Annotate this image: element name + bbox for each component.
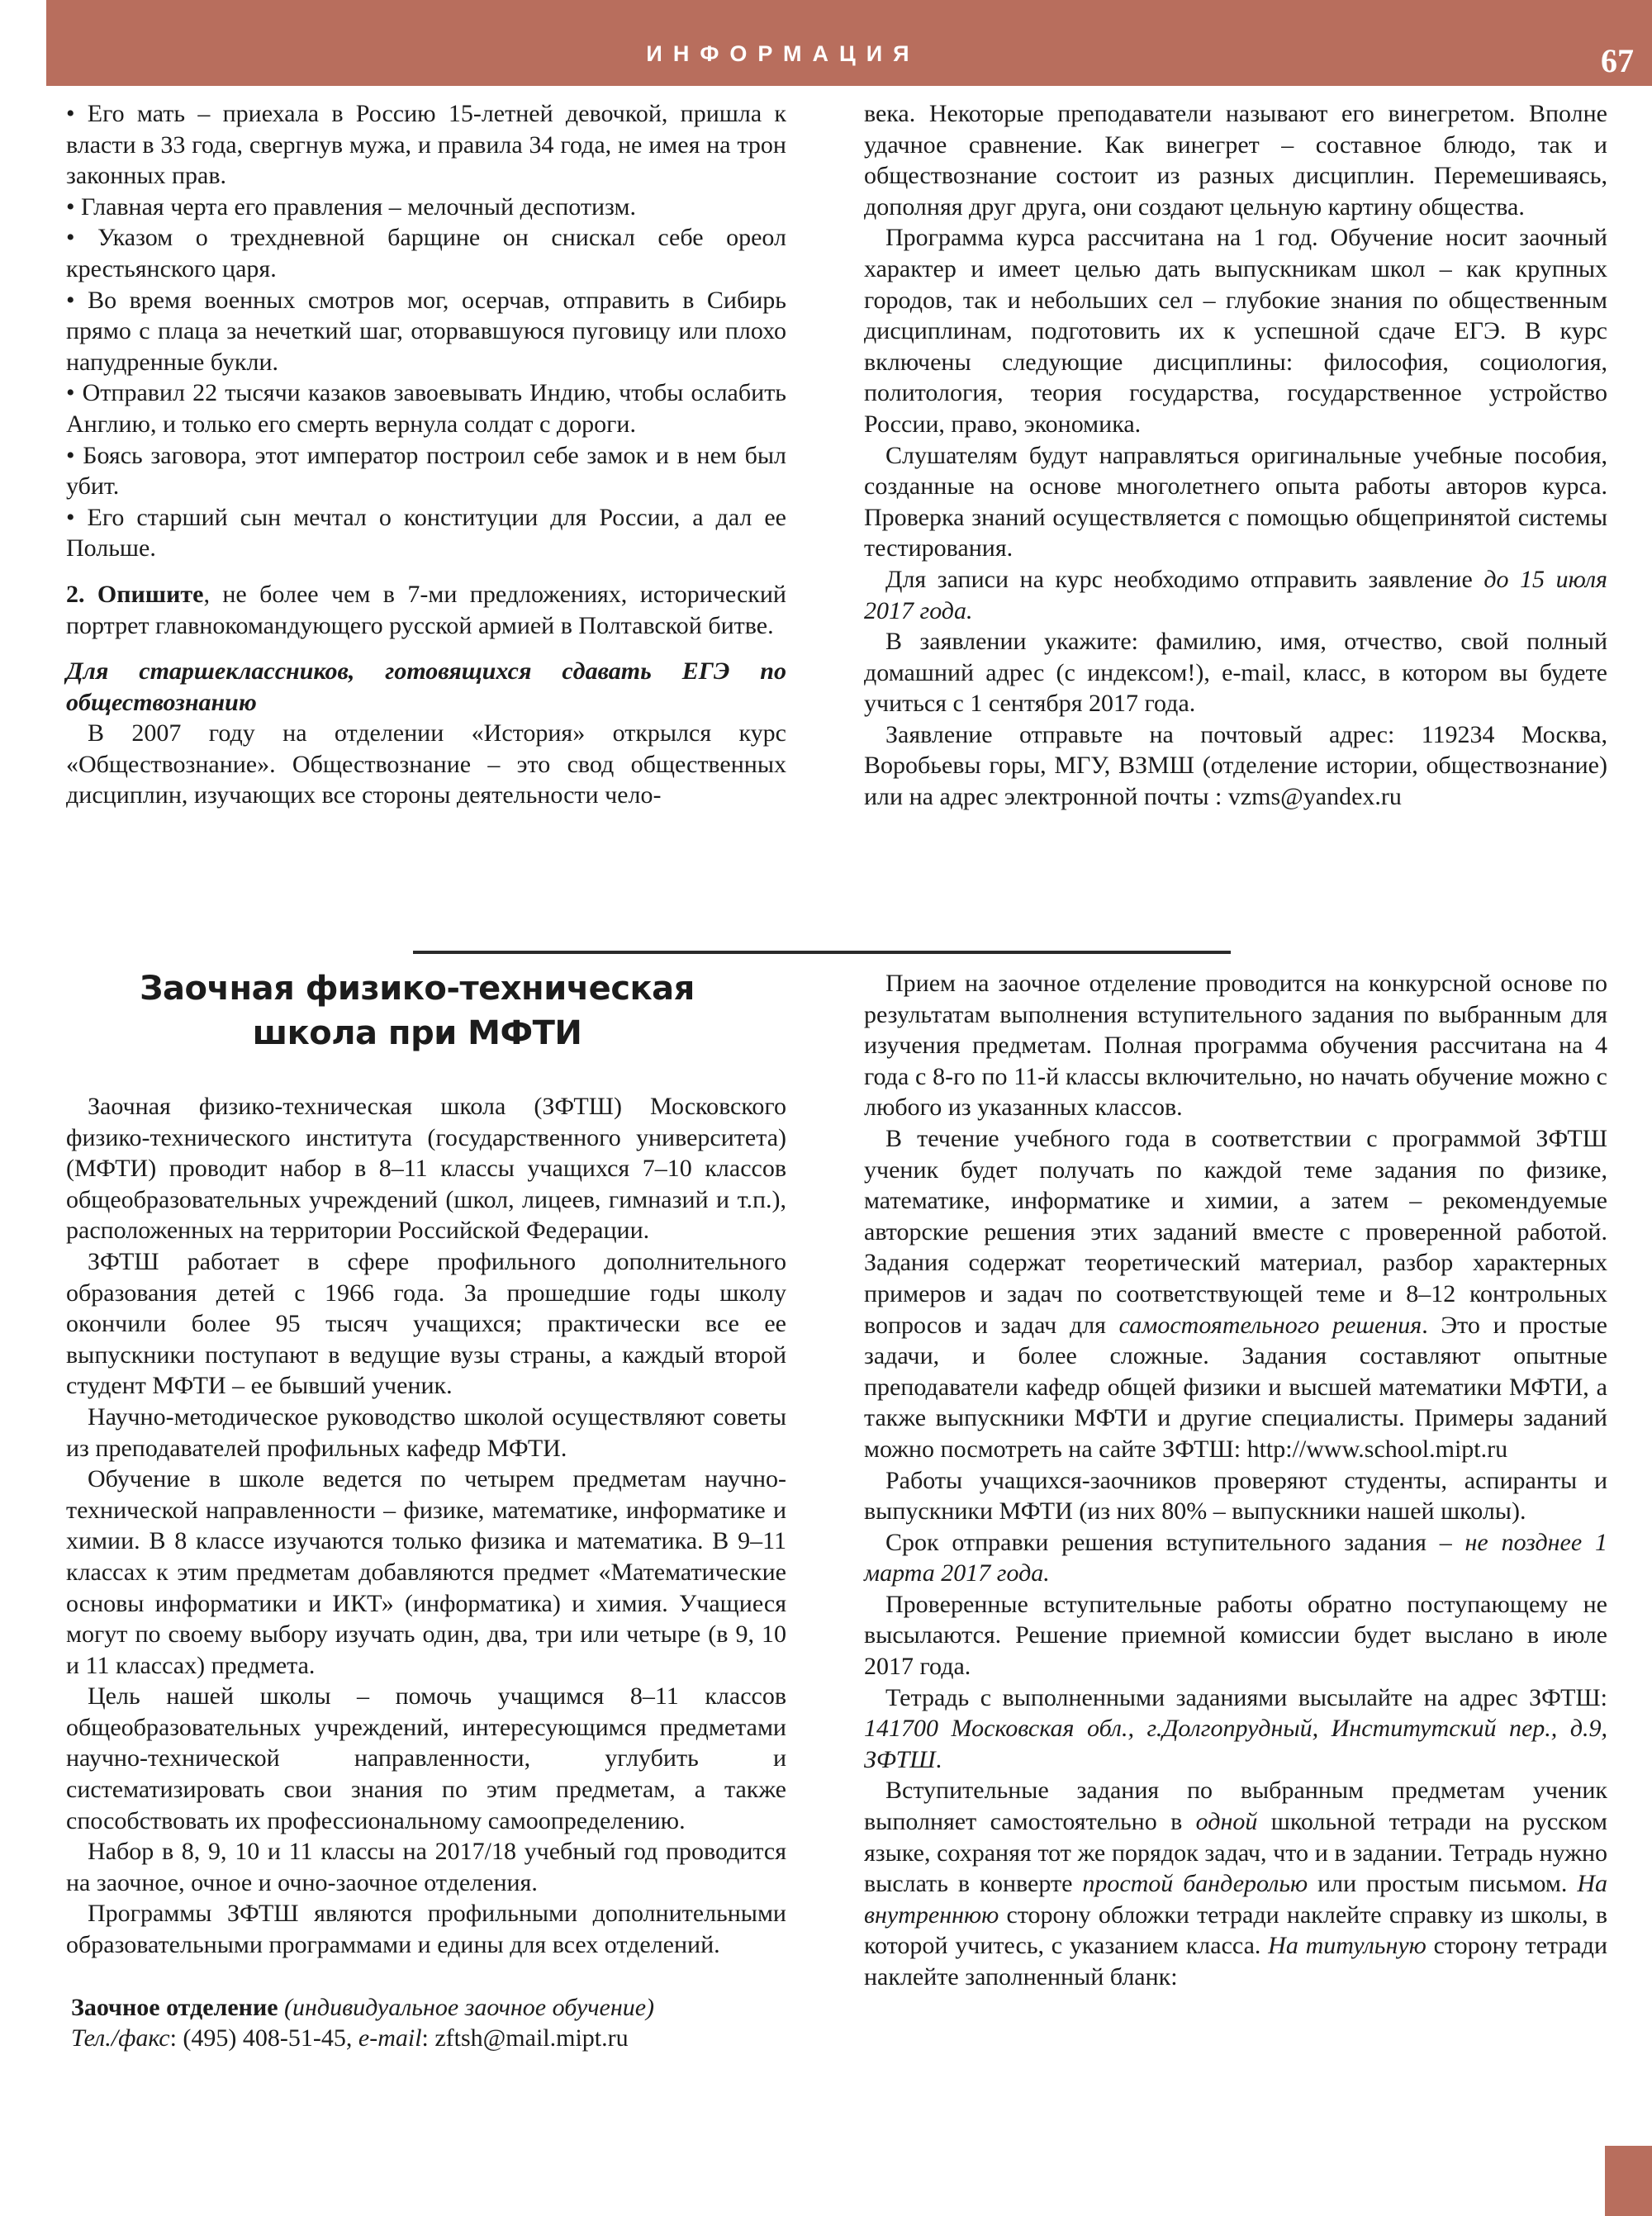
paragraph: Для записи на курс необходимо отправить заявление до 15 июля 2017 года. bbox=[864, 565, 1608, 624]
article-right-column bbox=[864, 968, 1607, 1993]
seniors-paragraph: В 2007 году на отделении «История» открылся курс «Обществознание». Обществознание – это свод общественных дисциплин, изучающих все стороны деятельности чело- bbox=[66, 719, 786, 809]
top-left-column bbox=[66, 98, 786, 811]
paragraph: Набор в 8, 9, 10 и 11 классы на 2017/18 учебный год проводится на заочное, очное и очно-заочное отделения. bbox=[66, 1838, 786, 1896]
paragraph: Научно-методическое руководство школой осуществляют советы из преподавателей профильных кафедр МФТИ. bbox=[66, 1402, 786, 1462]
header-bar bbox=[46, 0, 1652, 86]
paragraph: Цель нашей школы – помочь учащимся 8–11 классов общеобразовательных учреждений, интересующимся предметами научно-технической направленности, углубить и систематизировать свои знания по этим предметам, а также способствовать их профессиональному самоопределению. bbox=[66, 1682, 786, 1834]
bullet-item: • Его старший сын мечтал о конституции для России, а дал ее Польше. bbox=[66, 502, 786, 564]
bullet-item: • Во время военных смотров мог, осерчав, отправить в Сибирь прямо с плаца за нечеткий шаг, оторвавшуюся пуговицу или плохо напудренные букли. bbox=[66, 285, 786, 378]
paragraph: Проверенные вступительные работы обратно поступающему не высылаются. Решение приемной комиссии будет выслано в июле 2017 года. bbox=[864, 1590, 1607, 1681]
paragraph: Срок отправки решения вступительного задания – не позднее 1 марта 2017 года. bbox=[864, 1528, 1607, 1587]
bullet-item: • Указом о трехдневной барщине он снискал себе ореол крестьянского царя. bbox=[66, 222, 786, 284]
paragraph: В заявлении укажите: фамилию, имя, отчество, свой полный домашний адрес (с индексом!), e-mail, класс, в котором вы будете учиться с 1 сентября 2017 года. bbox=[864, 628, 1607, 718]
seniors-heading-text: Для старшеклассников, готовящихся сдавать ЕГЭ по обществознанию bbox=[66, 657, 786, 716]
task-2-label: 2. Опишите bbox=[66, 580, 204, 608]
section-label: ИНФОРМАЦИЯ bbox=[646, 41, 920, 66]
seniors-heading bbox=[66, 656, 786, 718]
paragraph: Программы ЗФТШ являются профильными дополнительными образовательными программами и едины для всех отделений. bbox=[66, 1900, 786, 1959]
article-title: Заочная физико-техническая школа при МФТИ bbox=[140, 970, 695, 1052]
paragraph: Заявление отправьте на почтовый адрес: 119234 Москва, Воробьевы горы, МГУ, ВЗМШ (отделение истории, обществознание) или на адрес электронной почты : vzms@yandex.ru bbox=[864, 720, 1607, 811]
paragraph: Вступительные задания по выбранным предметам ученик выполняет самостоятельно в одной школьной тетради на русском языке, сохраняя тот же порядок задач, что и в задании. Тетрадь нужно выслать в конверте простой бандеролью или простым письмом. На внутреннюю сторону обложки тетради наклейте справку из школы, в которой учитесь, с указанием класса. На титульную сторону тетради наклейте заполненный бланк: bbox=[864, 1777, 1608, 1991]
paragraph: Прием на заочное отделение проводится на конкурсной основе по результатам выполнения вступительного задания по выбранным для изучения предметам. Полная программа обучения рассчитана на 4 года с 8-го по 11-й классы включительно, но начать обучение можно с любого из указанных классов. bbox=[864, 970, 1607, 1122]
article-left-column bbox=[66, 1091, 786, 2054]
bullet-item: • Его мать – приехала в Россию 15-летней девочкой, пришла к власти в 33 года, свергнув мужа, и правила 34 года, не имея на трон законных прав. bbox=[66, 98, 786, 192]
bullet-item: • Отправил 22 тысячи казаков завоевывать Индию, чтобы ослабить Англию, и только его смерть вернула солдат с дороги. bbox=[66, 377, 786, 439]
paragraph: Заочная физико-техническая школа (ЗФТШ) Московского физико-технического института (государственного университета) (МФТИ) проводит набор в 8–11 классы учащихся 7–10 классов общеобразовательных учреждений (школ, лицеев, гимназий и т.п.), расположенных на территории Российской Федерации. bbox=[66, 1093, 786, 1245]
paragraph: Работы учащихся-заочников проверяют студенты, аспиранты и выпускники МФТИ (из них 80% – выпускники нашей школы). bbox=[864, 1466, 1607, 1526]
task-2 bbox=[66, 579, 786, 641]
task-2-text: , не более чем в 7-ми предложениях, исторический портрет главнокомандующего русской армией в Полтавской битве. bbox=[66, 580, 786, 639]
paragraph: Слушателям будут направляться оригинальные учебные пособия, созданные на основе многолетнего опыта работы авторов курса. Проверка знаний осуществляется с помощью общепринятой системы тестирования. bbox=[864, 441, 1607, 562]
paragraph: В течение учебного года в соответствии с программой ЗФТШ ученик будет получать по каждой теме задания по физике, математике, информатике и химии, а затем – рекомендуемые авторские решения этих заданий вместе с проверенной работой. Задания содержат теоретический материал, разбор характерных примеров и задач по соответствующей теме и 8–12 контрольных вопросов и задач для самостоятельного решения. Это и простые задачи, и более сложные. Задания составляют опытные преподаватели кафедр общей физики и высшей математики МФТИ, а также выпускники МФТИ и другие специалисты. Примеры заданий можно посмотреть на сайте ЗФТШ: http://www.school.mipt.ru bbox=[864, 1124, 1607, 1463]
section-divider bbox=[413, 951, 1231, 954]
top-right-column bbox=[864, 98, 1607, 813]
paragraph: Программа курса рассчитана на 1 год. Обучение носит заочный характер и имеет целью дать выпускникам школ – как крупных городов, так и небольших сел – глубокие знания по общественным дисциплинам, подготовить их к успешной сдаче ЕГЭ. В курс включены следующие дисциплины: философия, социология, политология, теория государства, государственное устройство России, право, экономика. bbox=[864, 224, 1607, 438]
corner-tab bbox=[1605, 2146, 1652, 2216]
paragraph: Тетрадь с выполненными заданиями высылайте на адрес ЗФТШ: 141700 Московская обл., г.Долгопрудный, Институтский пер., д.9, ЗФТШ. bbox=[864, 1683, 1607, 1773]
paragraph: ЗФТШ работает в сфере профильного дополнительного образования детей с 1966 года. За прошедшие годы школу окончили более 95 тысяч учащихся; практически все ее выпускники поступают в ведущие вузы страны, а каждый второй студент МФТИ – ее бывший ученик. bbox=[66, 1247, 786, 1400]
bullet-item: • Боясь заговора, этот император построил себе замок и в нем был убит. bbox=[66, 440, 786, 502]
department-heading: Заочное отделение (индивидуальное заочное обучение) bbox=[71, 1993, 655, 2021]
bullet-item: • Главная черта его правления – мелочный деспотизм. bbox=[66, 192, 786, 223]
paragraph: Обучение в школе ведется по четырем предметам научно-технической направленности – физике, математике, информатике и химии. В 8 классе изучаются только физика и математика. В 9–11 классах к этим предметам добавляются предмет «Математические основы информатики и ИКТ» (информатика) и химия. Учащиеся могут по своему выбору изучать один, два, три или четыре (в 9, 10 и 11 классах) предмета. bbox=[66, 1465, 786, 1679]
page-number: 67 bbox=[1601, 42, 1634, 79]
contact-line: Тел./факс: (495) 408-51-45, e-mail: zftsh@mail.mipt.ru bbox=[71, 2024, 629, 2052]
paragraph: века. Некоторые преподаватели называют его винегретом. Вполне удачное сравнение. Как винегрет – составное блюдо, так и обществознание состоит из разных дисциплин. Перемешиваясь, дополняя друг друга, они создают цельную картину общества. bbox=[864, 100, 1607, 221]
